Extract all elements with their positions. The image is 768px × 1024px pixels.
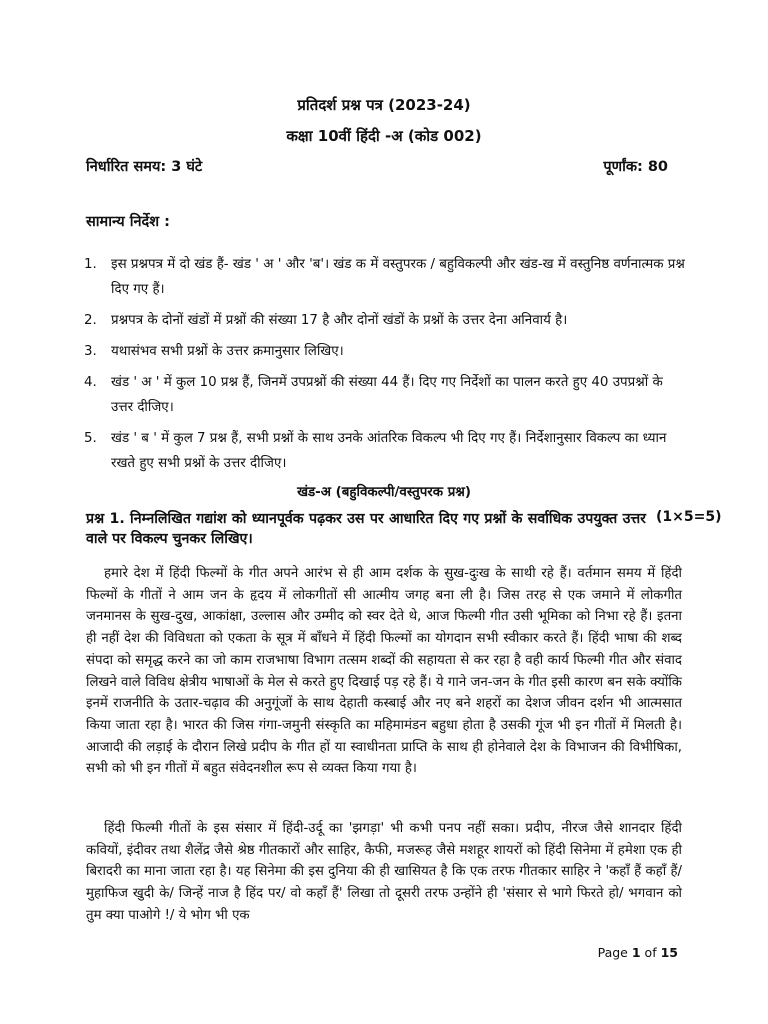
instruction-text: इस प्रश्नपत्र में दो खंड हैं- खंड ' अ ' और 'ब'। खंड क में वस्तुपरक / बहुविकल्पी और खंड-ख में वस्तुनिष्ठ वर्णनात्मक प्रश्न दिए गए हैं। <box>111 257 685 297</box>
instruction-text: खंड ' ब ' में कुल 7 प्रश्न हैं, सभी प्रश्नों के साथ उनके आंतरिक विकल्प भी दिए गए हैं। निर्देशानुसार विकल्प का ध्यान रखते हुए सभी प्रश्नों के उत्तर दीजिए। <box>111 431 667 471</box>
instruction-item: 5. खंड ' ब ' में कुल 7 प्रश्न हैं, सभी प्रश्नों के साथ उनके आंतरिक विकल्प भी दिए गए हैं। निर्देशानुसार विकल्प का ध्यान रखते हुए सभी प्रश्नों के उत्तर दीजिए। <box>84 431 667 471</box>
max-marks: पूर्णांक: 80 <box>603 159 668 175</box>
page-number: Page 1 of 15 <box>597 945 678 960</box>
instruction-text: प्रश्नपत्र के दोनों खंडों में प्रश्नों की संख्या 17 है और दोनों खंडों के प्रश्नों के उत्तर देना अनिवार्य है। <box>111 313 568 328</box>
question-1-prompt: प्रश्न 1. निम्नलिखित गद्यांश को ध्यानपूर्वक पढ़कर उस पर आधारित दिए गए प्रश्नों के सर्वाधिक उपयुक्त उत्तर वाले पर विकल्प चुनकर लिखिए। <box>86 511 646 547</box>
instruction-text: खंड ' अ ' में कुल 10 प्रश्न हैं, जिनमें उपप्रश्नों की संख्या 44 हैं। दिए गए निर्देशों का पालन करते हुए 40 उपप्रश्नों के उत्तर दीजिए। <box>111 375 663 415</box>
passage-paragraph-1: हमारे देश में हिंदी फिल्मों के गीत अपने आरंभ से ही आम दर्शक के सुख-दुःख के साथी रहे हैं। वर्तमान समय में हिंदी फिल्मों के गीतों ने आम जन के हृदय में लोकगीतों सी आत्मीय जगह बना ली है। जिस तरह से एक जमाने में लोकगीत जनमानस के सुख-दुख, आकांक्षा, उल्लास और उम्मीद को स्वर देते थे, आज फिल्मी गीत उसी भूमिका को निभा रहे हैं। इतना ही नहीं देश की विविधता को एकता के सूत्र में बाँधने में हिंदी फिल्मों का योगदान सभी स्वीकार करते हैं। हिंदी भाषा की शब्द संपदा को समृद्ध करने का जो काम राजभाषा विभाग तत्सम शब्दों की सहायता से कर रहा है वही कार्य फिल्मी गीत और संवाद लिखने वाले विविध क्षेत्रीय भाषाओं के मेल से करते हुए दिखाई पड़ रहे हैं। ये गाने जन-जन के गीत इसी कारण बन सके क्योंकि इनमें राजनीति के उतार-चढ़ाव की अनुगूंजों के साथ देहाती कस्बाई और नए बने शहरों का देशज जीवन दर्शन भी आत्मसात किया जाता रहा है। भारत की जिस गंगा-जमुनी संस्कृति का महिमामंडन बहुधा होता है उसकी गूंज भी इन गीतों में मिलती है। आजादी की लड़ाई के दौरान लिखे प्रदीप के गीत हों या स्वाधीनता प्राप्ति के साथ ही होनेवाले देश के विभाजन की विभीषिका, सभी को भी इन गीतों में बहुत संवेदनशील रूप से व्यक्त किया गया है। <box>86 566 682 777</box>
time-allowed: निर्धारित समय: 3 घंटे <box>86 159 203 175</box>
instructions-list <box>84 252 688 482</box>
instruction-item: 3. यथासंभव सभी प्रश्नों के उत्तर क्रमानुसार लिखिए। <box>84 344 344 359</box>
passage-paragraph-2: हिंदी फिल्मी गीतों के इस संसार में हिंदी-उर्दू का 'झगड़ा' भी कभी पनप नहीं सका। प्रदीप, नीरज जैसे शानदार हिंदी कवियों, इंदीवर तथा शैलेंद्र जैसे श्रेष्ठ गीतकारों और साहिर, कैफी, मजरूह जैसे मशहूर शायरों को हिंदी सिनेमा में हमेशा एक ही बिरादरी का माना जाता रहा है। यह सिनेमा की इस दुनिया की ही खासियत है कि एक तरफ गीतकार साहिर ने 'कहाँ हैं कहाँ हैं/मुहाफिज खुदी के/ जिन्हें नाज है हिंद पर/ वो कहाँ हैं' लिखा तो दूसरी तरफ उन्होंने ही 'संसार से भागे फिरते हो/ भगवान को तुम क्या पाओगे !/ ये भोग भी एक <box>86 821 682 923</box>
instruction-item: 1. इस प्रश्नपत्र में दो खंड हैं- खंड ' अ ' और 'ब'। खंड क में वस्तुपरक / बहुविकल्पी और खंड-ख में वस्तुनिष्ठ वर्णनात्मक प्रश्न दिए गए हैं। <box>84 257 685 297</box>
question-1-marks: (1×5=5) <box>656 509 722 525</box>
instruction-item: 2. प्रश्नपत्र के दोनों खंडों में प्रश्नों की संख्या 17 है और दोनों खंडों के प्रश्नों के उत्तर देना अनिवार्य है। <box>84 313 568 328</box>
paper-subtitle: कक्षा 10वीं हिंदी -अ (कोड 002) <box>286 127 482 145</box>
paper-title: प्रतिदर्श प्रश्न पत्र (2023-24) <box>297 96 471 114</box>
instruction-item: 4. खंड ' अ ' में कुल 10 प्रश्न हैं, जिनमें उपप्रश्नों की संख्या 44 हैं। दिए गए निर्देशों का पालन करते हुए 40 उपप्रश्नों के उत्तर दीजिए। <box>84 375 663 415</box>
instruction-text: यथासंभव सभी प्रश्नों के उत्तर क्रमानुसार लिखिए। <box>111 344 344 359</box>
instructions-heading: सामान्य निर्देश : <box>86 214 170 230</box>
section-heading: खंड-अ (बहुविकल्पी/वस्तुपरक प्रश्न) <box>297 485 471 500</box>
